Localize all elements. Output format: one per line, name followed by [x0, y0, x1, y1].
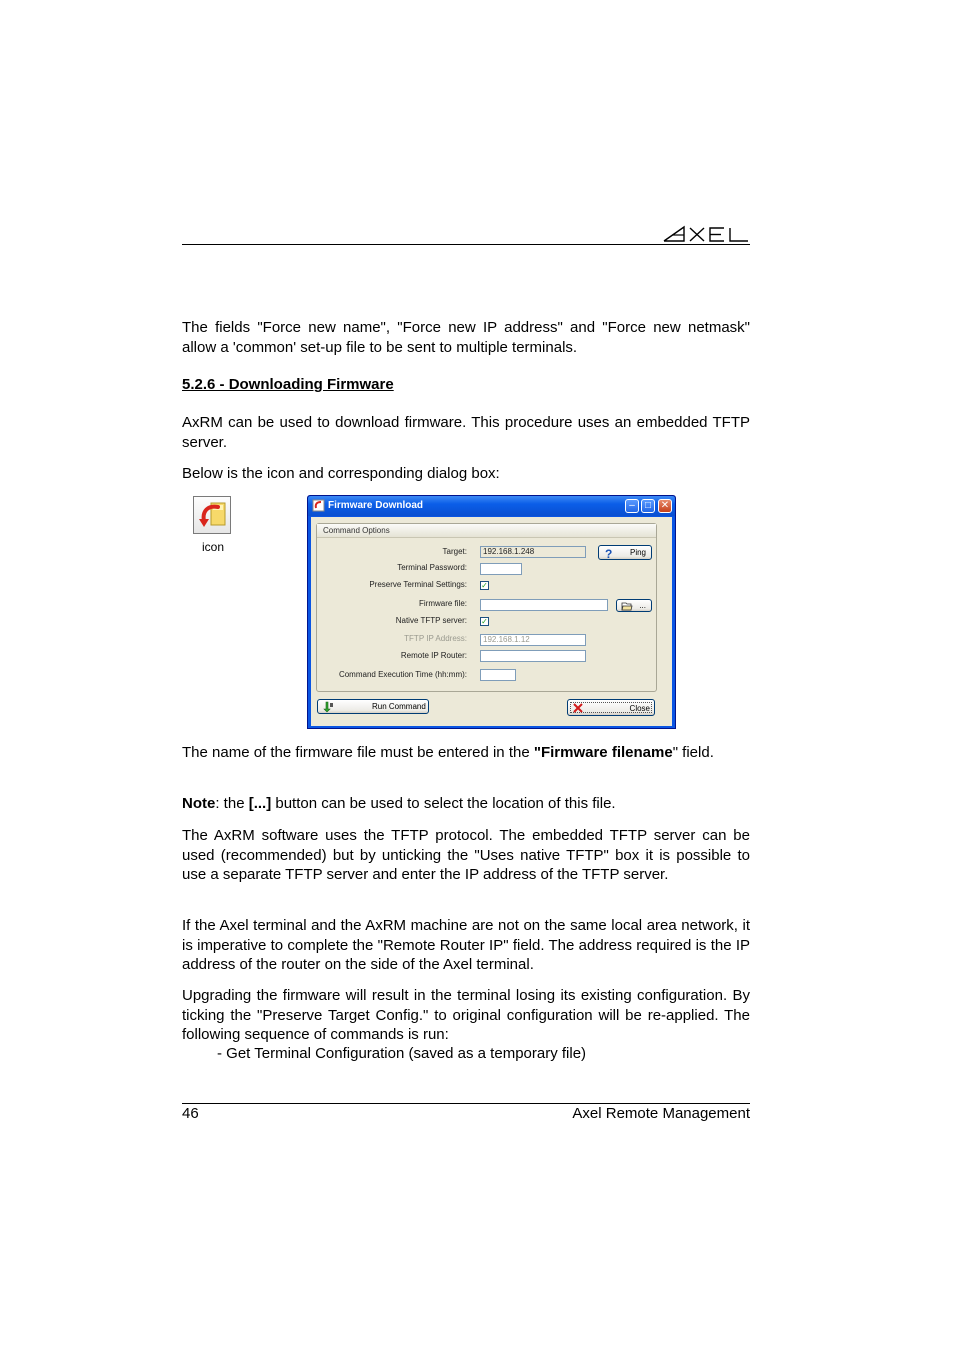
paragraph-intro: AxRM can be used to download firmware. This procedure uses an embedded TFTP server.: [182, 414, 750, 451]
tftp-ip-field[interactable]: 192.168.1.12: [480, 634, 586, 646]
axel-logo-icon: [662, 224, 750, 244]
native-tftp-label: Native TFTP server:: [395, 616, 467, 625]
ping-button[interactable]: [598, 545, 652, 560]
question-icon: [603, 547, 615, 559]
paragraph-figure-lead: Below is the icon and corresponding dialog box:: [182, 465, 500, 482]
para4-text: The name of the firmware file must be entered in the: [182, 744, 534, 761]
close-label: Close: [629, 704, 650, 713]
execution-time-label: Command Execution Time (hh:mm):: [338, 670, 467, 679]
paragraph-force-fields: The fields "Force new name", "Force new IP address" and "Force new netmask" allow a 'common' set-up file to be sent to multiple terminals.: [182, 319, 750, 356]
target-field[interactable]: 192.168.1.248: [480, 546, 586, 558]
remote-router-input[interactable]: [480, 650, 586, 662]
firmware-download-icon: [193, 496, 231, 534]
dialog-titlebar[interactable]: [308, 496, 675, 516]
password-label: Terminal Password:: [397, 563, 467, 572]
maximize-button[interactable]: [641, 499, 655, 513]
paragraph-firmware-filename: [182, 743, 750, 763]
preserve-settings-label: Preserve Terminal Settings:: [369, 580, 467, 589]
remote-router-label: Remote IP Router:: [400, 651, 467, 660]
native-tftp-checkbox[interactable]: ✓: [481, 617, 488, 626]
minimize-icon: –: [629, 500, 635, 511]
note-text-end: button can be used to select the location of this file.: [271, 795, 616, 812]
page-number: 46: [182, 1105, 199, 1122]
note-label: Note: [182, 795, 216, 812]
firmware-file-label: Firmware file:: [418, 599, 467, 608]
para4-suffix: " field.: [672, 744, 714, 761]
group-title: Command Options: [317, 524, 656, 538]
list-item: - Get Terminal Configuration (saved as a temporary file): [217, 1045, 587, 1062]
footer-rule: [182, 1103, 750, 1104]
note-text: : the: [215, 795, 249, 812]
header-rule: [182, 244, 750, 245]
close-button[interactable]: [567, 699, 655, 716]
section-heading: 5.2.6 - Downloading Firmware: [182, 376, 394, 393]
browse-button[interactable]: [616, 599, 652, 612]
ping-label: Ping: [629, 548, 646, 557]
folder-icon: [621, 600, 633, 612]
close-window-button[interactable]: [658, 499, 672, 513]
run-command-icon: [322, 701, 334, 713]
target-label: Target:: [442, 547, 467, 556]
dialog-client-area: [311, 517, 672, 726]
icon-caption: icon: [201, 540, 224, 554]
firmware-download-dialog: [307, 495, 676, 729]
paragraph-upgrade: Upgrading the firmware will result in the terminal losing its existing configuration. By ticking the "Preserve Target Config." to original configuration will be re-applied. The following sequence of commands is run:: [182, 987, 750, 1043]
note-bracket-bold: [...]: [248, 795, 272, 812]
dialog-title: Firmware Download: [328, 500, 424, 511]
preserve-settings-checkbox[interactable]: ✓: [481, 581, 488, 590]
browse-label: ...: [639, 601, 646, 610]
run-command-label: Run Command: [372, 702, 426, 711]
maximize-icon: □: [644, 500, 652, 511]
paragraph-tftp: The AxRM software uses the TFTP protocol. The embedded TFTP server can be used (recommended) but by unticking the "Uses native TFTP" box it is possible to use a separate TFTP server and enter the IP address of the TFTP server.: [182, 827, 750, 883]
minimize-button[interactable]: [625, 499, 639, 513]
close-icon: ✕: [660, 500, 670, 511]
paragraph-note: [182, 794, 750, 814]
firmware-file-input[interactable]: [480, 599, 608, 611]
paragraph-remote-router: If the Axel terminal and the AxRM machine are not on the same local area network, it is imperative to complete the "Remote Router IP" field. The address required is the IP address of the router on the side of the Axel terminal.: [182, 917, 750, 973]
app-icon: [312, 499, 325, 512]
svg-text:?: ?: [605, 547, 613, 559]
run-command-button[interactable]: [317, 699, 429, 714]
tftp-ip-label: TFTP IP Address:: [404, 634, 467, 643]
firmware-filename-bold: "Firmware filename: [533, 744, 673, 761]
execution-time-input[interactable]: [480, 669, 516, 681]
password-field[interactable]: [480, 563, 522, 575]
footer-title: Axel Remote Management: [572, 1105, 750, 1122]
red-x-icon: [572, 702, 584, 714]
